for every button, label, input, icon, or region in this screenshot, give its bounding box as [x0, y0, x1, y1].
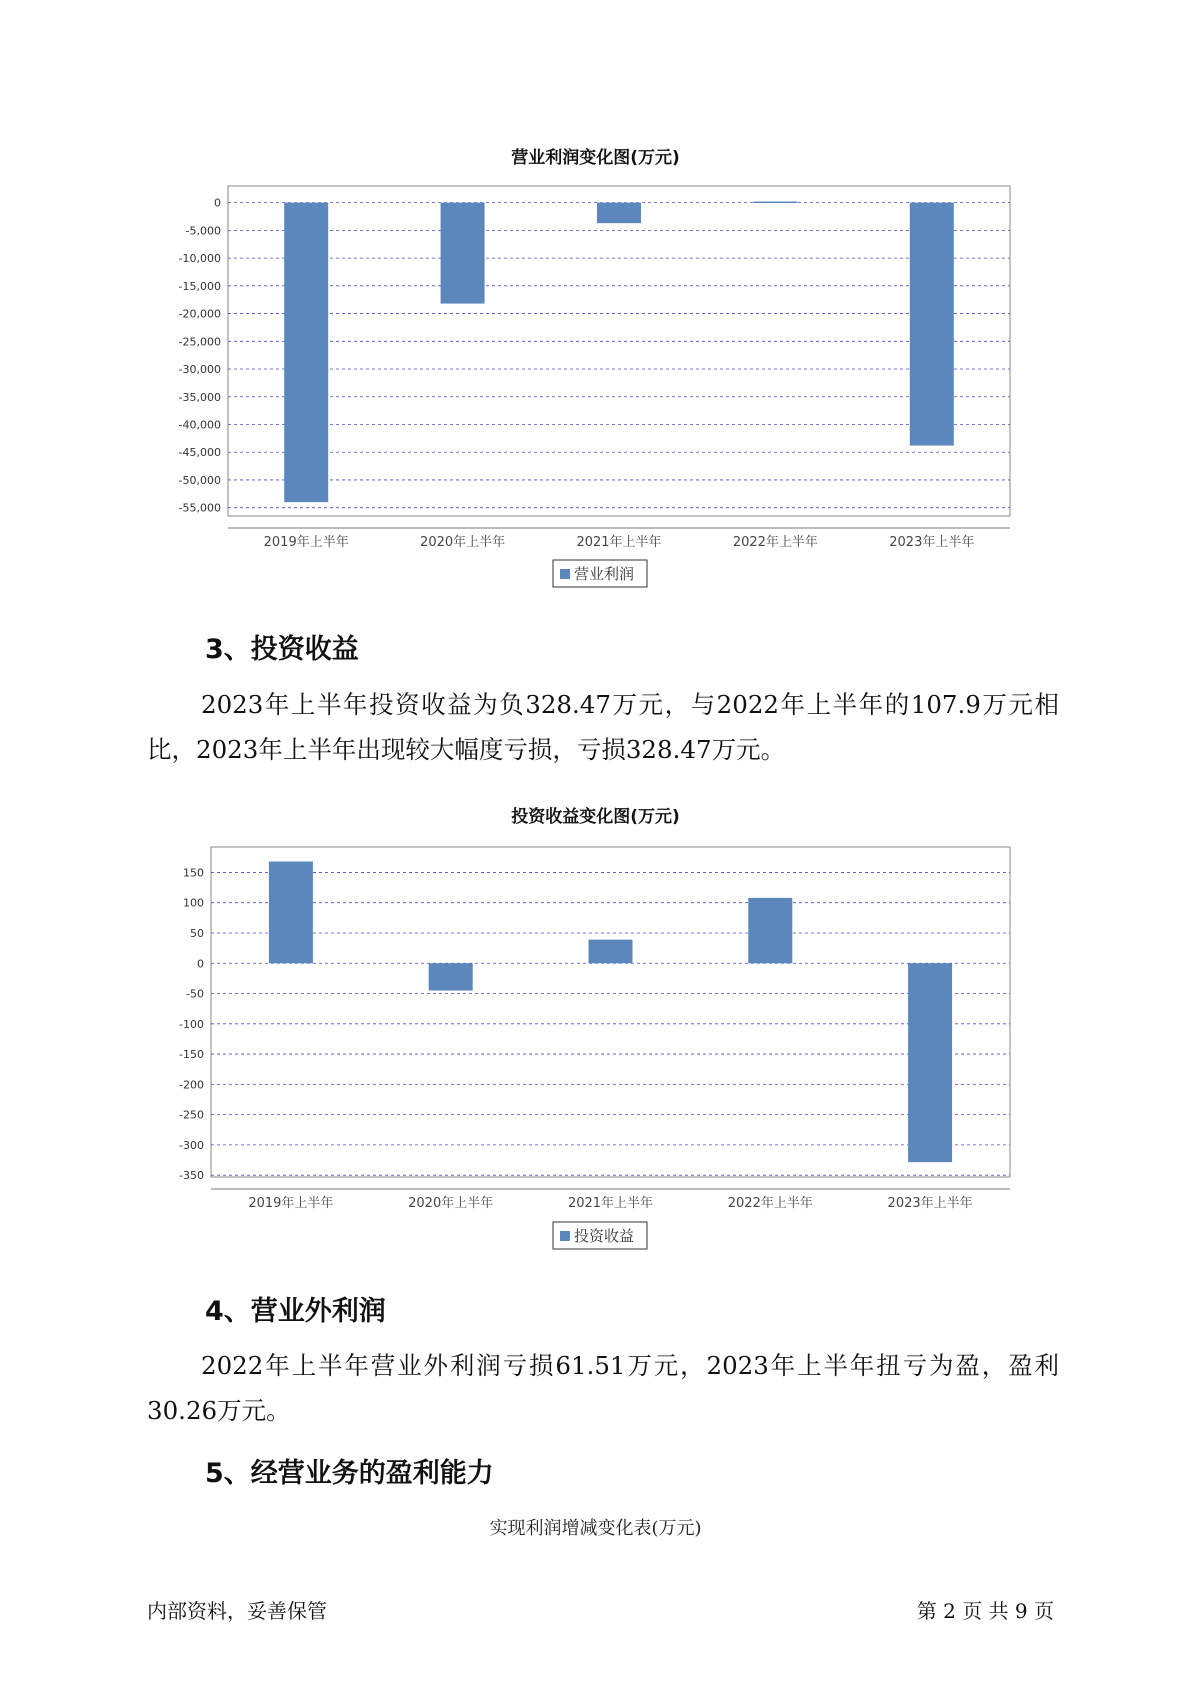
y-tick-label: -30,000 — [178, 363, 221, 377]
footer-page-number: 第 2 页 共 9 页 — [916, 1599, 1054, 1623]
bar — [748, 898, 792, 963]
legend-swatch — [560, 1231, 570, 1241]
legend-label: 营业利润 — [574, 565, 635, 583]
chart-title-investment-income: 投资收益变化图(万元) — [511, 807, 680, 827]
y-tick-label: -45,000 — [178, 446, 221, 460]
x-tick-label: 2021年上半年 — [567, 1196, 654, 1211]
y-tick-label: 50 — [190, 926, 204, 940]
x-tick-label: 2022年上半年 — [732, 535, 818, 550]
y-tick-label: -20,000 — [178, 307, 221, 321]
x-tick-label: 2023年上半年 — [889, 535, 975, 550]
y-tick-label: -25,000 — [178, 335, 221, 349]
bar — [589, 940, 633, 964]
plot-frame — [211, 847, 1010, 1177]
bar — [269, 862, 313, 964]
x-tick-label: 2019年上半年 — [263, 535, 349, 550]
section-heading-investment: 3、投资收益 — [205, 634, 359, 665]
y-tick-label: -40,000 — [178, 418, 221, 432]
y-tick-label: 100 — [183, 896, 204, 910]
bar — [429, 963, 473, 990]
footer-left: 内部资料，妥善保管 — [147, 1599, 327, 1623]
y-tick-label: -35,000 — [178, 390, 221, 404]
y-tick-label: 0 — [197, 957, 204, 971]
bar — [908, 963, 952, 1162]
x-tick-label: 2020年上半年 — [420, 535, 506, 550]
y-tick-label: -10,000 — [178, 252, 221, 266]
paragraph-investment-text: 2023年上半年投资收益为负328.47万元，与2022年上半年的107.9万元相比，2023年上半年出现较大幅度亏损，亏损328.47万元。 — [147, 690, 1059, 764]
legend-label: 投资收益 — [574, 1227, 635, 1245]
x-tick-label: 2019年上半年 — [248, 1196, 334, 1211]
y-tick-label: -50,000 — [178, 473, 221, 487]
y-tick-label: -350 — [179, 1169, 204, 1183]
x-tick-label: 2023年上半年 — [887, 1196, 973, 1211]
paragraph-non-operating — [147, 1343, 1059, 1433]
y-tick-label: -300 — [179, 1138, 204, 1152]
table-caption: 实现利润增减变化表(万元) — [489, 1518, 702, 1539]
y-tick-label: -5,000 — [185, 224, 221, 238]
y-tick-label: 150 — [183, 866, 204, 880]
y-tick-label: -200 — [179, 1078, 204, 1092]
y-tick-label: -150 — [179, 1048, 204, 1062]
y-tick-label: -100 — [179, 1017, 204, 1031]
x-tick-label: 2022年上半年 — [727, 1196, 813, 1211]
chart-title-operating-profit: 营业利润变化图(万元) — [511, 148, 680, 168]
paragraph-non-operating-text: 2022年上半年营业外利润亏损61.51万元，2023年上半年扭亏为盈，盈利30.26万元。 — [147, 1351, 1059, 1425]
section-heading-non-operating: 4、营业外利润 — [205, 1296, 386, 1327]
y-tick-label: -250 — [179, 1108, 204, 1122]
y-tick-label: -50 — [186, 987, 204, 1001]
y-tick-label: -15,000 — [178, 279, 221, 293]
y-tick-label: -55,000 — [178, 501, 221, 515]
x-tick-label: 2021年上半年 — [576, 535, 662, 550]
x-tick-label: 2020年上半年 — [408, 1196, 494, 1211]
section-heading-profitability: 5、经营业务的盈利能力 — [205, 1458, 494, 1489]
y-tick-label: 0 — [214, 196, 221, 210]
